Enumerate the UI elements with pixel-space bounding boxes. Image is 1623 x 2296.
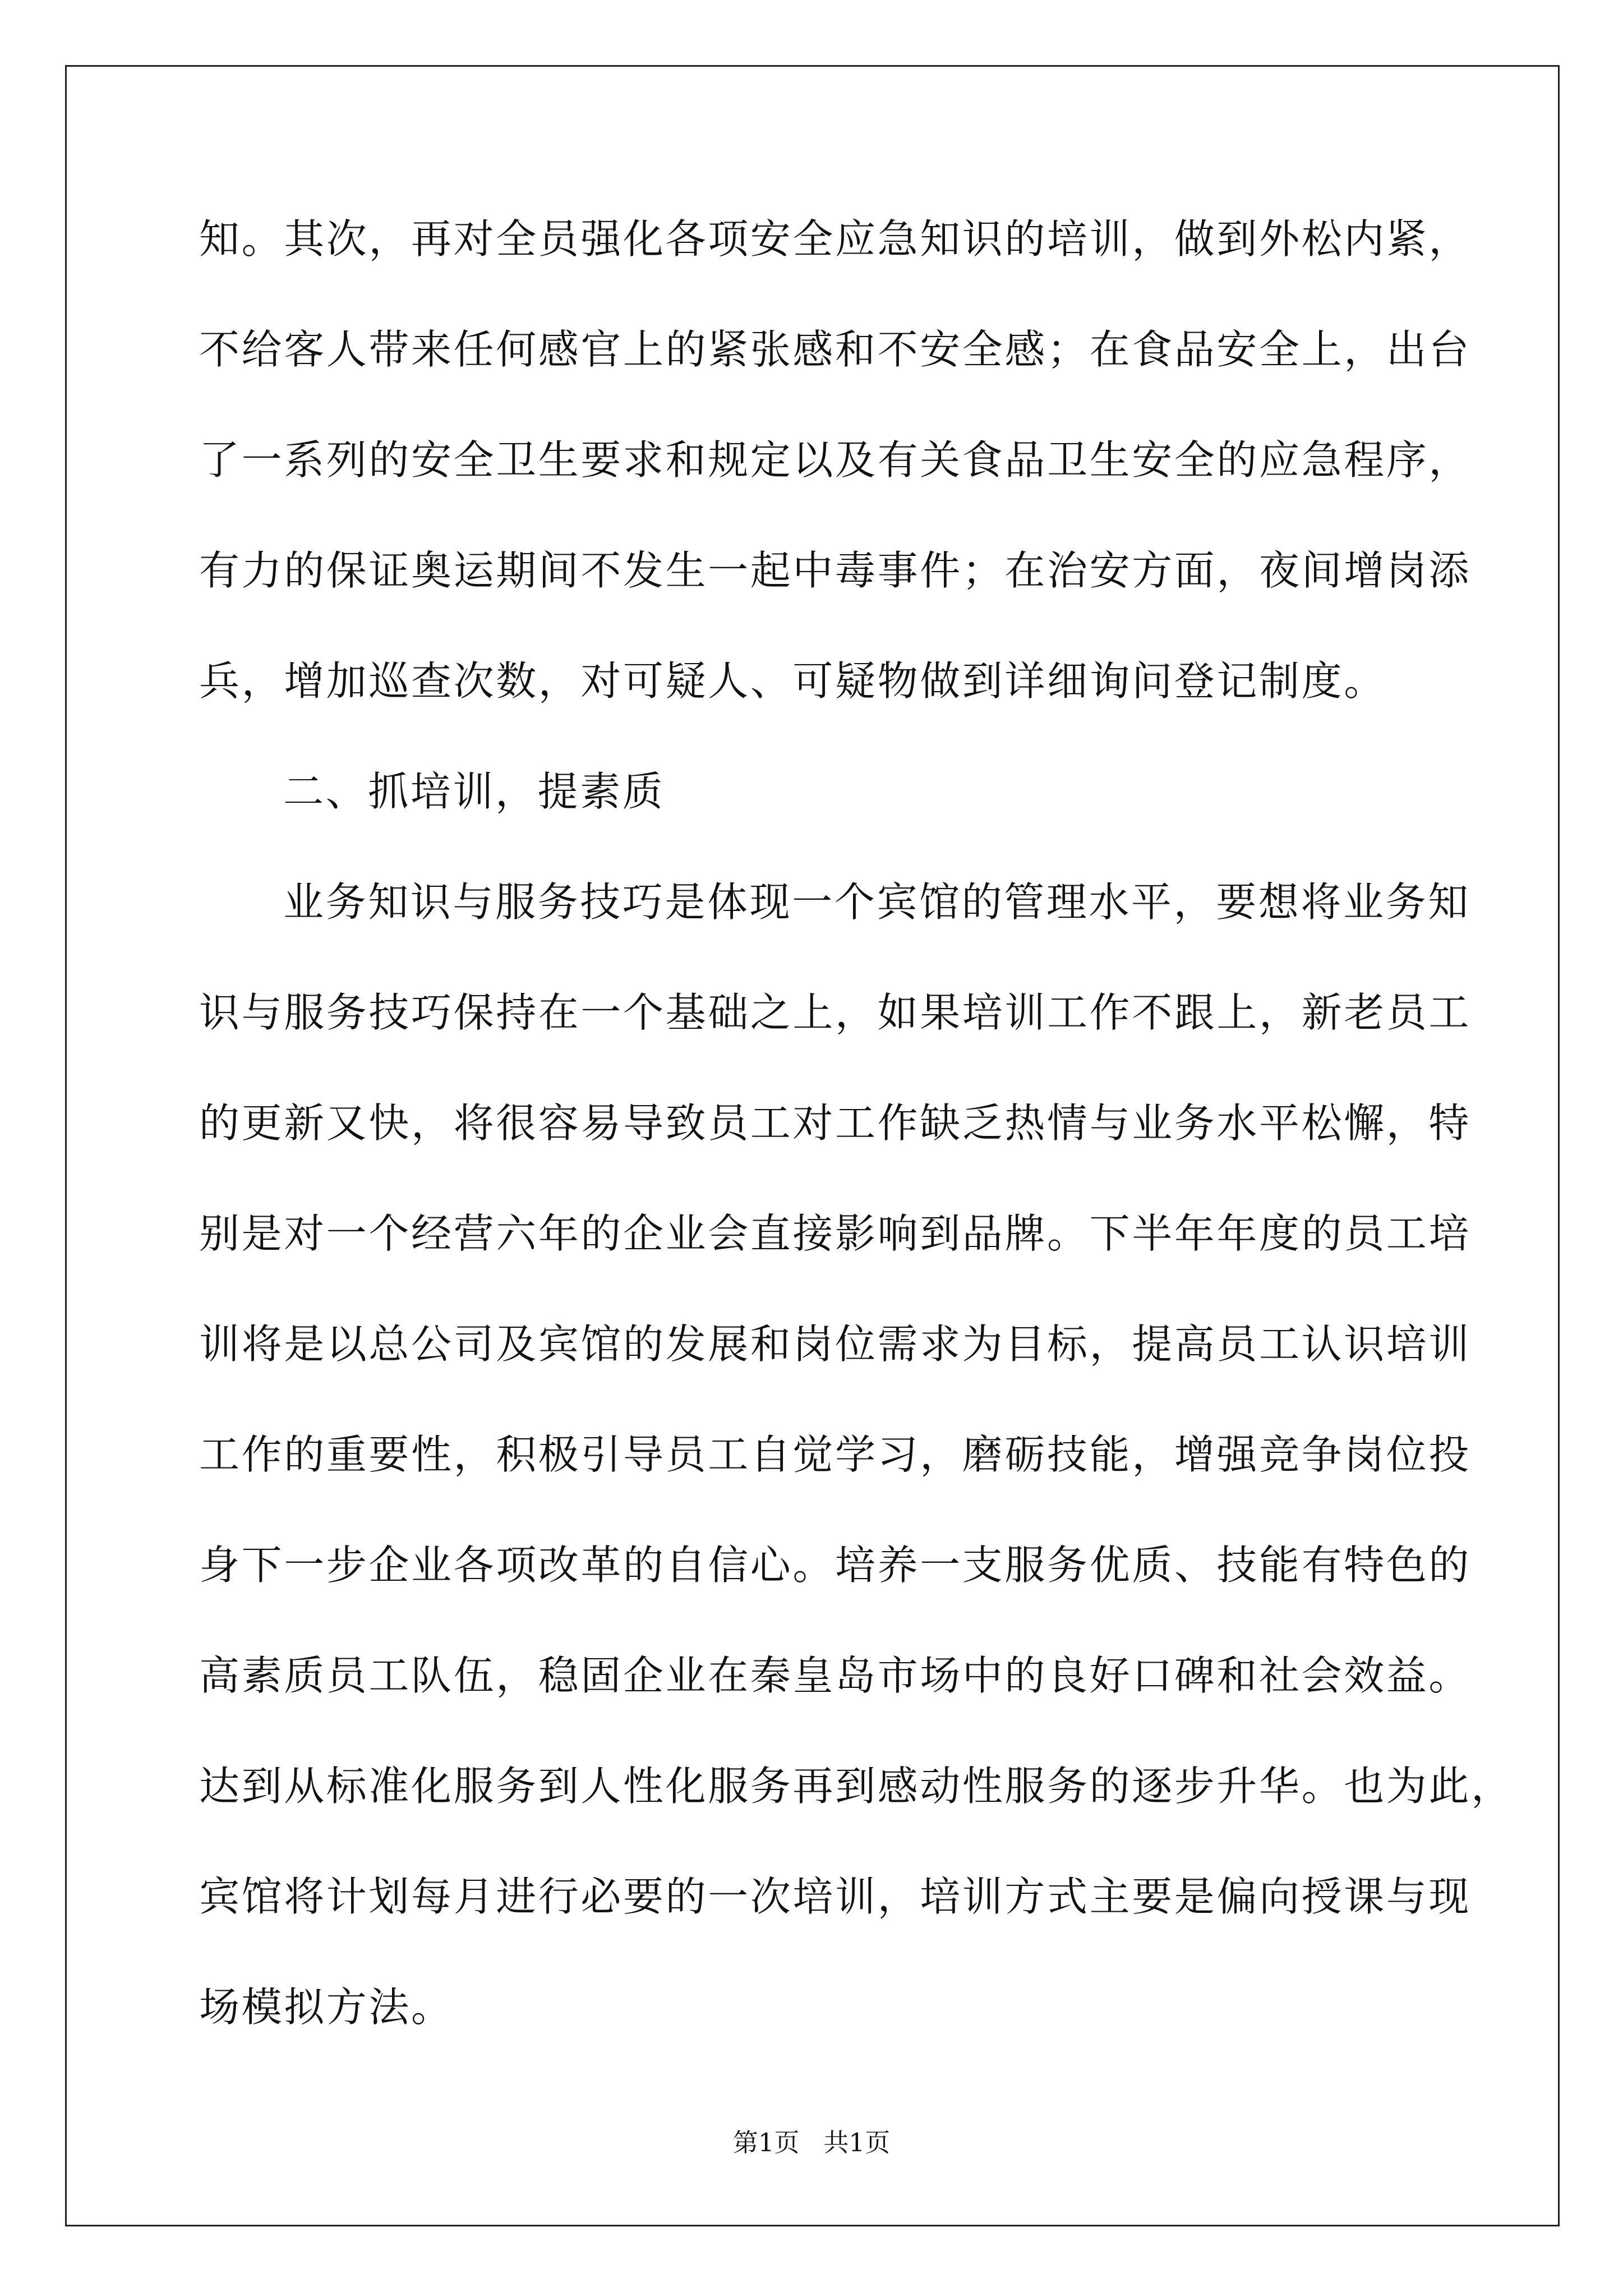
paragraph-line: 高素质员工队伍，稳固企业在秦皇岛市场中的良好口碑和社会效益。	[199, 1652, 1472, 1699]
paragraph-line: 业务知识与服务技巧是体现一个宾馆的管理水平，要想将业务知	[283, 878, 1470, 926]
paragraph-line: 宾馆将计划每月进行必要的一次培训，培训方式主要是偏向授课与现	[199, 1873, 1472, 1920]
paragraph-line: 身下一步企业各项改革的自信心。培养一支服务优质、技能有特色的	[199, 1542, 1472, 1589]
paragraph-line: 不给客人带来任何感官上的紧张感和不安全感；在食品安全上，出台	[199, 326, 1472, 373]
paragraph-line: 兵，增加巡查次数，对可疑人、可疑物做到详细询问登记制度。	[199, 657, 1386, 705]
document-body	[199, 211, 1514, 2090]
page-number-footer: 第1页 共1页	[732, 2128, 891, 2157]
paragraph-line: 达到从标准化服务到人性化服务再到感动性服务的逐步升华。也为此，	[199, 1763, 1514, 1810]
section-heading: 二、抓培训，提素质	[283, 768, 665, 815]
paragraph-line: 别是对一个经营六年的企业会直接影响到品牌。下半年年度的员工培	[199, 1210, 1472, 1257]
paragraph-line: 知。其次，再对全员强化各项安全应急知识的培训，做到外松内紧，	[199, 215, 1472, 263]
paragraph-line: 识与服务技巧保持在一个基础之上，如果培训工作不跟上，新老员工	[199, 989, 1472, 1036]
paragraph-line: 了一系列的安全卫生要求和规定以及有关食品卫生安全的应急程序，	[199, 436, 1472, 484]
paragraph-line: 有力的保证奥运期间不发生一起中毒事件；在治安方面，夜间增岗添	[199, 547, 1472, 594]
paragraph-line: 训将是以总公司及宾馆的发展和岗位需求为目标，提高员工认识培训	[199, 1320, 1472, 1368]
paragraph-line: 场模拟方法。	[199, 1984, 454, 2031]
paragraph-line: 的更新又快，将很容易导致员工对工作缺乏热情与业务水平松懈，特	[199, 1099, 1472, 1147]
paragraph-line: 工作的重要性，积极引导员工自觉学习，磨砺技能，增强竞争岗位投	[199, 1431, 1472, 1478]
